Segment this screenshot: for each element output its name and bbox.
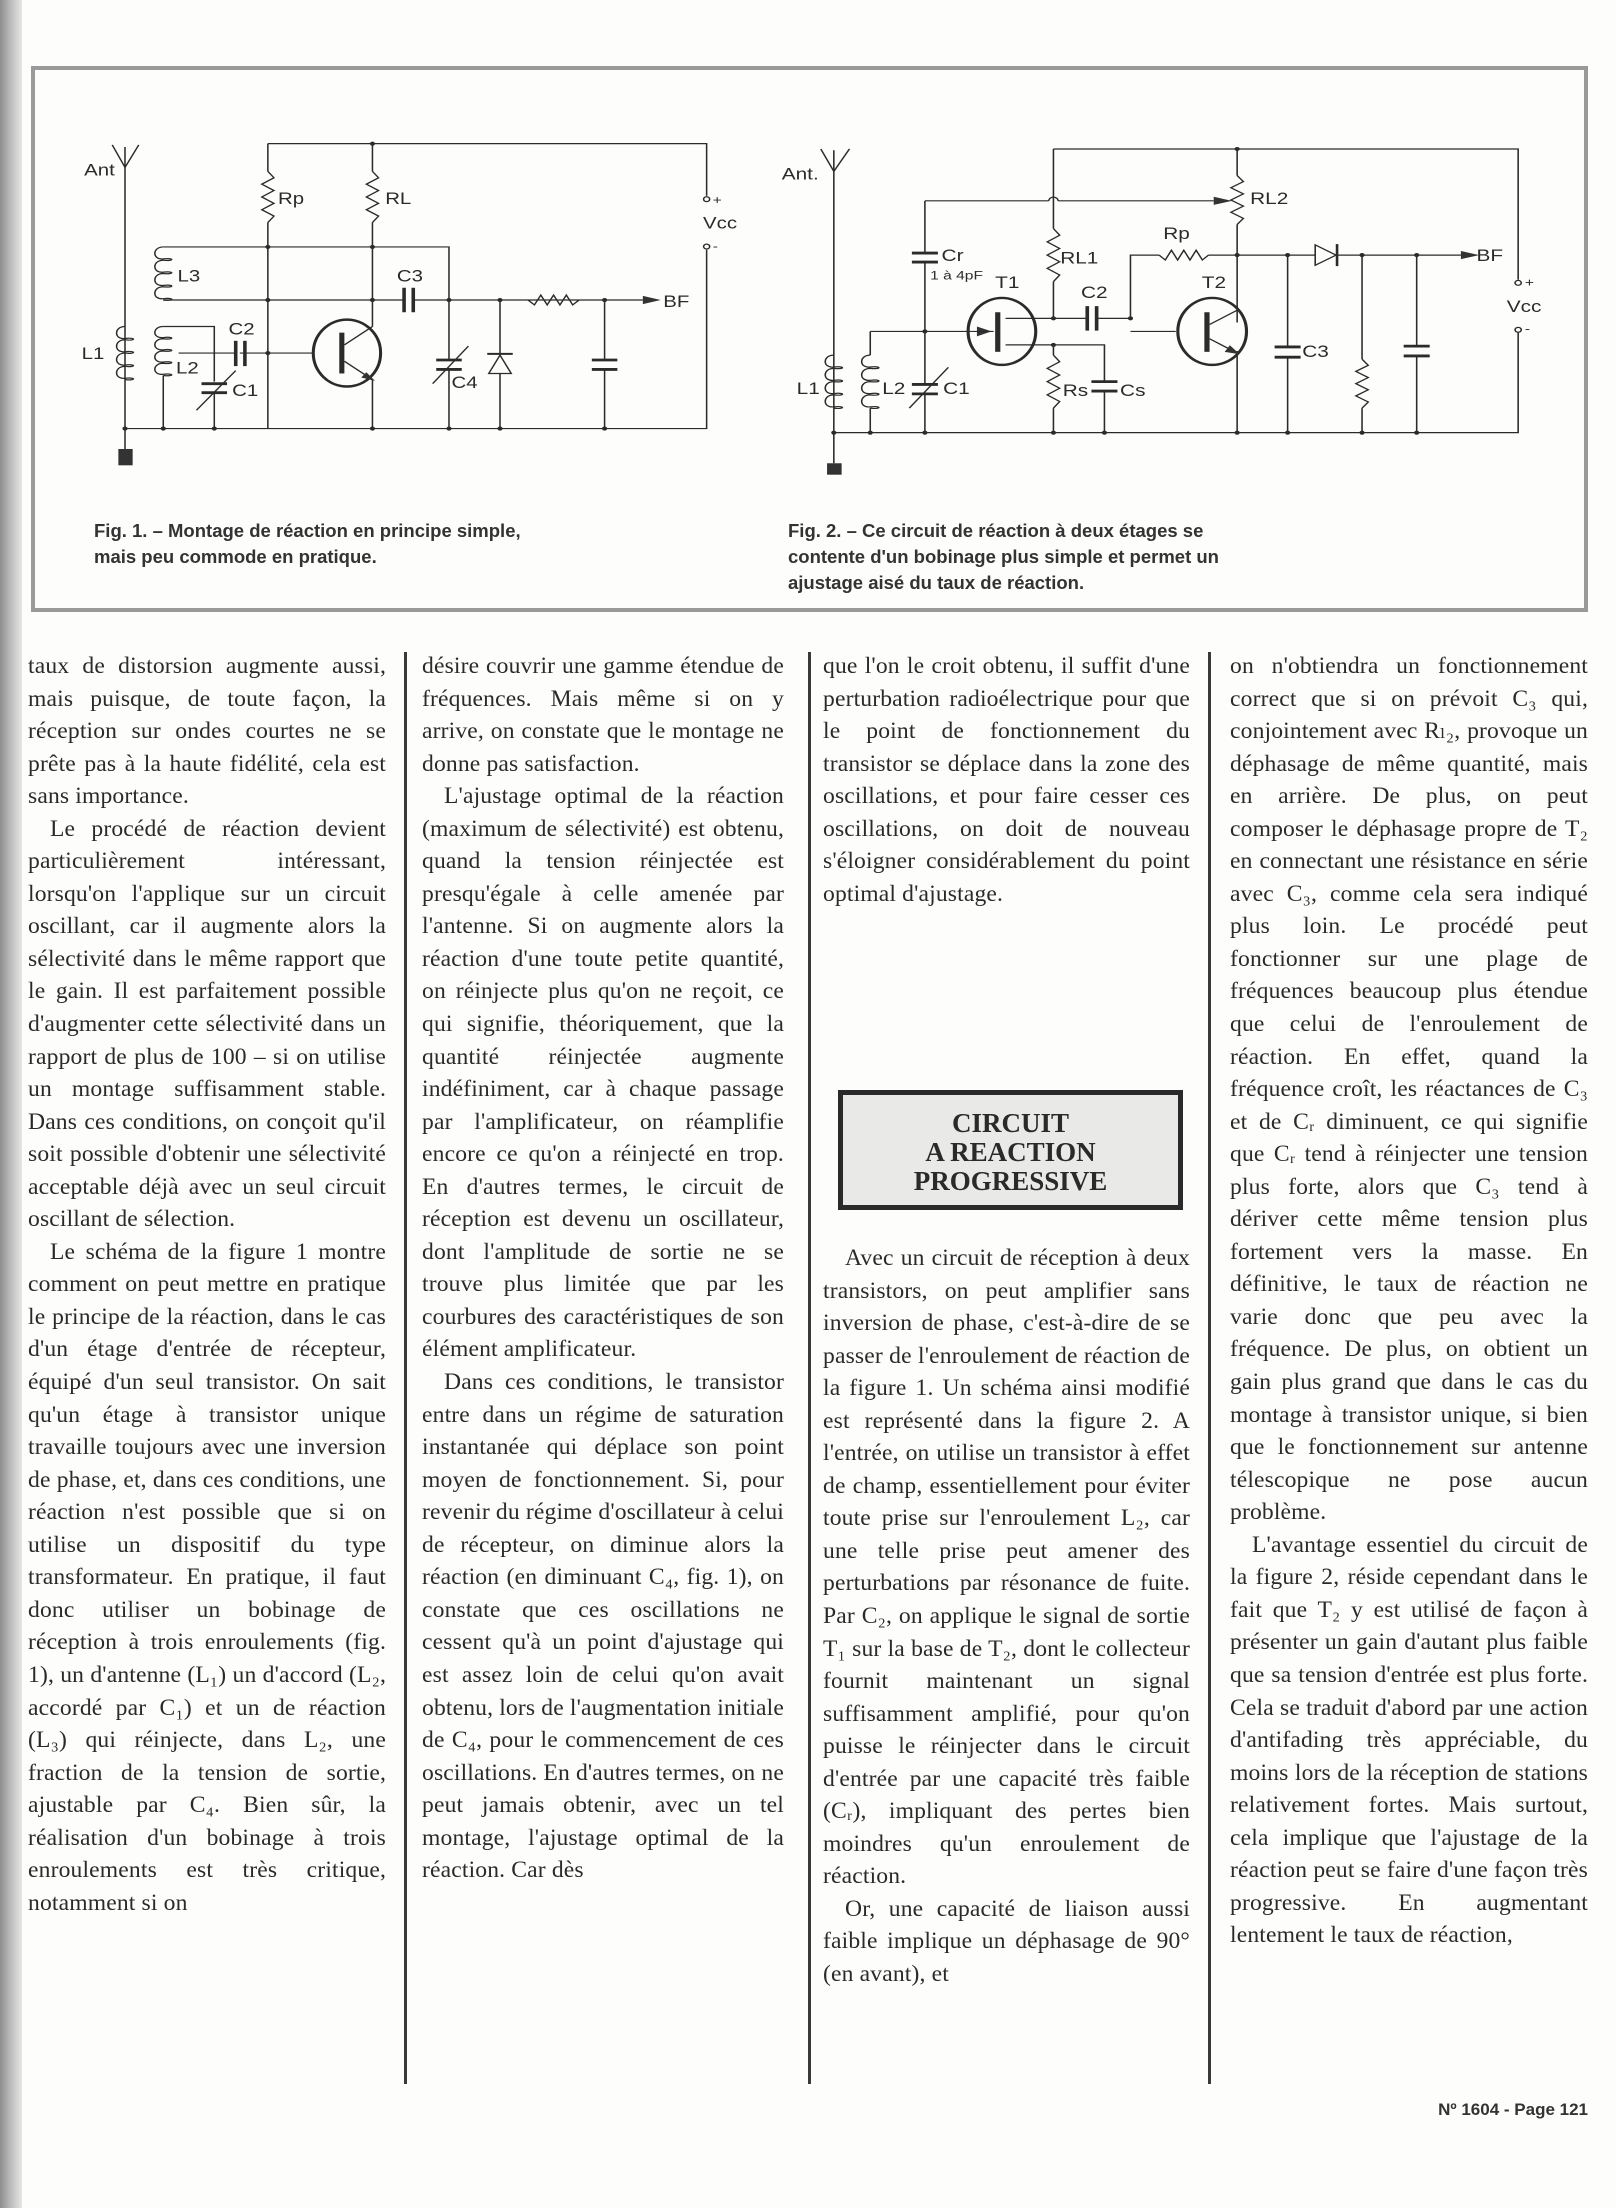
label-rl2: RL2: [1250, 189, 1289, 208]
label-c3: C3: [1302, 342, 1329, 361]
label-rs: Rs: [1062, 381, 1089, 400]
text-column-4: [1230, 650, 1588, 1952]
transistor: [313, 320, 380, 387]
caption-line: mais peu commode en pratique.: [94, 546, 377, 567]
column-divider: [404, 652, 407, 2084]
label-t2: T2: [1201, 272, 1227, 292]
capacitor-c3: [1275, 347, 1301, 357]
label-bf: BF: [1476, 246, 1504, 265]
paragraph: Avec un circuit de réception à deux transistors, on peut amplifier sans inversion de phase, c'est-à-dire de se passer de l'enroulement de réaction de la figure 1. Un schéma ainsi modifié est représenté dans la figure 2. A l'entrée, on utilise un transistor à effet de champ, essentiellement pour éviter toute prise sur l'enroulement L₂, car une telle prise peut amener des perturbations par résonance de fuite. Par C₂, on applique le signal de sortie T₁ sur la base de T₂, dont le collecteur fournit maintenant un signal suffisamment amplifié, pour qu'on puisse le réinjecter dans le circuit d'entrée par une capacité très faible (Cᵣ), impliquant des pertes bien moindres qu'un enroulement de réaction.: [823, 1245, 1190, 1890]
label-c1: C1: [232, 380, 259, 400]
label-ant: Ant: [84, 160, 115, 180]
heading-line: PROGRESSIVE: [913, 1166, 1108, 1196]
label-rp: Rp: [1163, 223, 1190, 243]
label-l2: L2: [176, 358, 199, 378]
transistor-t1-fet: [968, 298, 1036, 365]
paragraph: désire couvrir une gamme étendue de fréquences. Mais même si on y arrive, on constate que le montage ne donne pas satisfaction.: [422, 653, 784, 777]
figure-1-caption: [94, 518, 521, 570]
variable-capacitor-c1: [196, 371, 235, 411]
label-rp: Rp: [278, 189, 305, 208]
paragraph: taux de distorsion augmente aussi, mais puisque, de toute façon, la réception sur ondes courtes ne se prête pas à la haute fidélité, cela est sans importance.: [28, 653, 386, 810]
text-column-1: [28, 650, 386, 1919]
label-rl1: RL1: [1060, 248, 1099, 267]
caption-line: Fig. 1. – Montage de réaction en principe simple,: [94, 520, 521, 541]
resistor-rp: [1159, 250, 1208, 260]
paragraph: que l'on le croit obtenu, il suffit d'une perturbation radioélectrique pour que le point de fonctionnement du transistor se déplace dans la zone des oscillations, et pour faire cesser ces oscillations, on doit de nouveau s'éloigner considérablement du point optimal d'ajustage.: [823, 653, 1190, 907]
heading-line: CIRCUIT: [951, 1108, 1070, 1138]
resistor-rs: [1047, 355, 1059, 408]
label-cr: Cr: [941, 246, 964, 265]
label-vcc: Vcc: [1506, 297, 1542, 316]
text-column-3a: [823, 650, 1190, 910]
paragraph: L'avantage essentiel du circuit de la figure 2, réside cependant dans le fait que T₂ y est utilisé de façon à présenter un gain d'autant plus faible que sa tension d'entrée est plus forte. Cela se traduit d'abord par une action d'antifading très appréciable, du moins lors de la réception de stations relativement fortes. Mais surtout, cela implique que l'ajustage de la réaction peut se faire d'une façon très progressive. En augmentant lentement le taux de réaction,: [1230, 1531, 1588, 1949]
label-l2: L2: [882, 379, 906, 398]
label-c3: C3: [396, 266, 424, 286]
figure-2-caption: [788, 518, 1219, 596]
label-t1: T1: [995, 272, 1020, 292]
label-c1: C1: [943, 379, 970, 398]
diode: [1315, 244, 1337, 266]
ground-symbol: [827, 463, 842, 474]
page-footer: Nº 1604 - Page 121: [1438, 2100, 1588, 2119]
text-column-3b: [823, 1242, 1190, 1991]
column-divider: [1208, 652, 1211, 2084]
paragraph: Le procédé de réaction devient particulièrement intéressant, lorsqu'on l'applique sur un circuit oscillant, car il augmente alors la sélectivité dans le même rapport que le gain. Il est parfaitement possible d'augmenter cette sélectivité dans un rapport de plus de 100 – si on utilise un montage suffisamment stable. Dans ces conditions, on conçoit qu'il soit possible d'obtenir une sélectivité acceptable déjà avec un seul circuit oscillant de sélection.: [28, 815, 386, 1233]
antenna: [821, 149, 850, 463]
caption-line: ajustage aisé du taux de réaction.: [788, 572, 1085, 593]
diode: [487, 354, 513, 374]
column-divider: [808, 652, 811, 2084]
label-c2: C2: [1081, 283, 1108, 302]
ground-symbol: [118, 449, 132, 465]
text-column-2: [422, 650, 784, 1887]
label-l3: L3: [177, 266, 201, 286]
label-minus: -: [1524, 321, 1531, 336]
label-l1: L1: [81, 344, 105, 363]
caption-line: Fig. 2. – Ce circuit de réaction à deux étages se: [788, 520, 1204, 541]
capacitor-cr: [912, 253, 938, 262]
capacitor-c3: [404, 288, 413, 312]
caption-line: contente d'un bobinage plus simple et permet un: [788, 546, 1219, 567]
label-c4: C4: [451, 372, 478, 392]
resistor-rl1: [1047, 229, 1059, 282]
label-bf: BF: [663, 291, 690, 311]
label-rl: RL: [385, 189, 412, 208]
resistor-rp: [262, 171, 274, 222]
paragraph: on n'obtiendra un fonctionnement correct que si on prévoit C₃ qui, conjointement avec Rₗ₂, provoque un déphasage de même quantité, mais en arrière. De plus, on peut composer le déphasage propre de T₂ en connectant une résistance en série avec C₃, comme cela sera indiqué plus loin. Le procédé peut fonctionner sur une plage de fréquences beaucoup plus étendue que celui de l'enroulement de réaction. En effet, quand la fréquence croît, les réactances de C₃ et de Cᵣ diminuent, ce qui signifie que Cᵣ tend à réinjecter une tension plus forte, alors que C₃ tend à dériver cette même tension plus fortement vers la masse. En définitive, le taux de réaction ne varie donc que peu avec la fréquence. De plus, on obtient un gain plus grand que dans le cas du montage à transistor unique, si bien que le fonctionnement sur antenne télescopique ne pose aucun problème.: [1230, 653, 1588, 1526]
variable-capacitor-c1: [909, 367, 948, 408]
label-l1: L1: [796, 379, 820, 398]
label-plus: +: [1524, 275, 1535, 290]
coil-l2: [155, 327, 172, 376]
label-vcc: Vcc: [703, 213, 738, 233]
capacitor-filter: [592, 360, 618, 369]
label-minus: -: [712, 238, 718, 253]
coil-l2: [862, 355, 879, 408]
section-heading: [838, 1090, 1183, 1210]
resistor-rl: [366, 171, 378, 222]
paragraph: L'ajustage optimal de la réaction (maximum de sélectivité) est obtenu, quand la tension réinjectée est presqu'égale à celle amenée par l'antenne. Si on augmente alors la réaction d'une toute petite quantité, on réinjecte plus qu'on ne reçoit, ce qui signifie, théoriquement, que la quantité réinjectée augmente indéfiniment, car à chaque passage par l'amplificateur, on réamplifie encore ce qu'on a réinjecté en trop. En d'autres termes, le circuit de réception est devenu un oscillateur, dont l'amplitude de sortie ne se trouve plus limitée que par les courbures des caractéristiques de son élément amplificateur.: [422, 783, 784, 1363]
paragraph: Dans ces conditions, le transistor entre dans un régime de saturation instantanée qui déplace son point moyen de fonctionnement. Si, pour revenir du régime d'oscillateur à celui de récepteur, on diminue alors la réaction (en diminuant C₄, fig. 1), on constate que ces oscillations ne cessent qu'à un point d'ajustage qui est assez loin de celui qu'on avait obtenu, lors de l'augmentation initiale de C₄, pour le commencement de ces oscillations. En d'autres termes, on ne peut jamais obtenir, avec un tel montage, l'ajustage optimal de la réaction. Car dès: [422, 1369, 784, 1884]
resistor-output: [1356, 359, 1368, 408]
label-c2: C2: [228, 319, 255, 339]
label-plus: +: [712, 192, 722, 207]
wires: [834, 149, 1518, 433]
label-cr-value: 1 à 4pF: [930, 268, 983, 283]
capacitor-c2: [1087, 306, 1096, 330]
capacitor-filter: [1404, 346, 1430, 356]
heading-line: A REACTION: [925, 1137, 1096, 1167]
feedback-arrow: [1214, 197, 1232, 205]
bf-arrow: [643, 296, 661, 304]
label-ant: Ant.: [781, 164, 819, 184]
coil-l3: [155, 247, 172, 300]
paragraph: Le schéma de la figure 1 montre comment on peut mettre en pratique le principe de la réaction, dans le cas d'un étage d'entrée de récepteur, équipé d'un seul transistor. On sait qu'un étage à transistor unique travaille toujours avec une inversion de phase, et, dans ces conditions, une réaction n'est possible que si on utilise un dispositif du type transformateur. En pratique, il faut donc utiliser un bobinage de réception à trois enroulements (fig. 1), un d'antenne (L₁) un d'accord (L₂, accordé par C₁) et un de réaction (L₃) qui réinjecte, dans L₂, une fraction de la tension de sortie, ajustable par C₄. Bien sûr, la réalisation d'un bobinage à trois enroulements est très critique, notamment si on: [28, 1238, 386, 1916]
capacitor-cs: [1091, 382, 1117, 391]
antenna: [112, 145, 139, 449]
paragraph: Or, une capacité de liaison aussi faible implique un déphasage de 90° (en avant), et: [823, 1895, 1190, 1988]
label-cs: Cs: [1120, 381, 1146, 400]
wires: [125, 144, 707, 429]
transistor-t2: [1178, 298, 1247, 365]
resistor-rl2: [1231, 176, 1243, 225]
